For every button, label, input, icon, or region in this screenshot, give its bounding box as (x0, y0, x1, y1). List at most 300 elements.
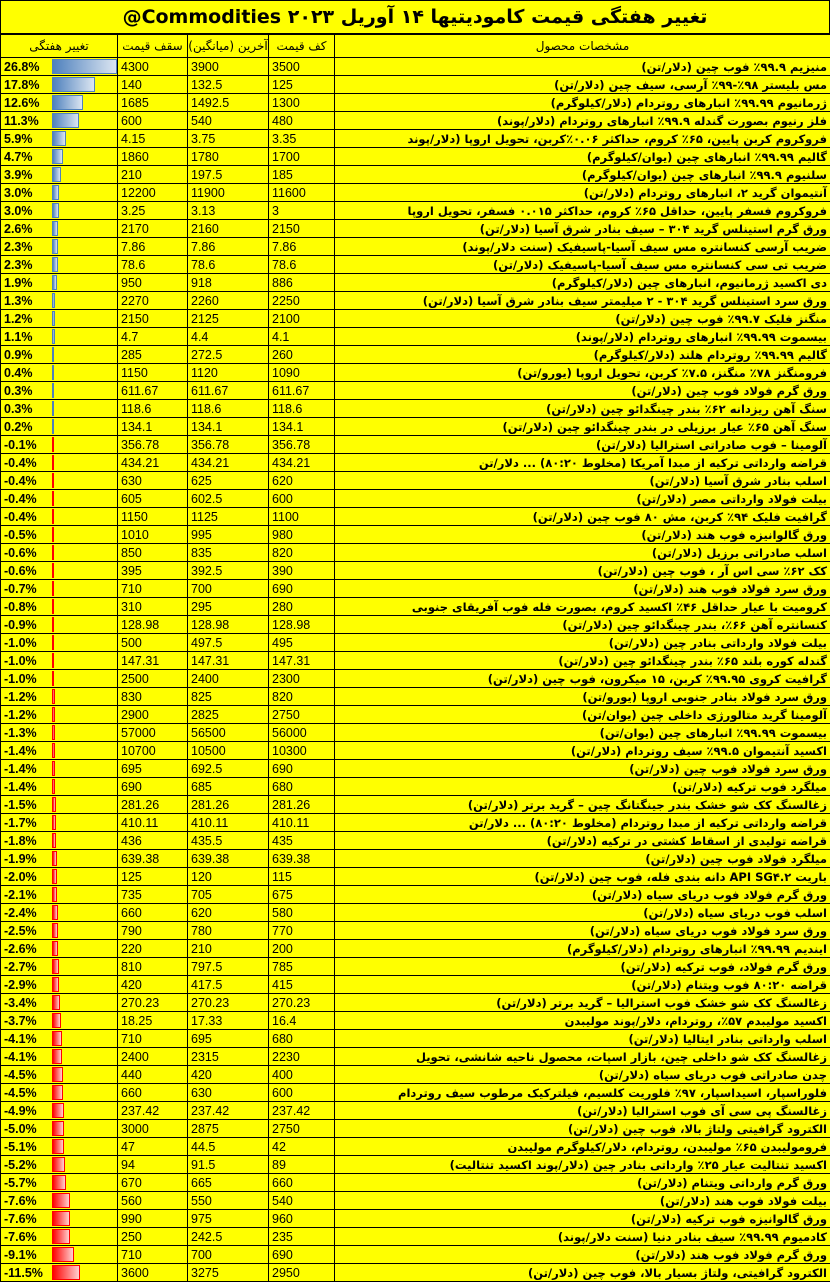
cell-price-ceiling: 57000 (118, 724, 188, 742)
change-bar-positive (52, 131, 66, 146)
change-value: -7.6% (1, 1229, 52, 1245)
cell-product-spec: مس بلیستر ۹۸٪-۹۹٪ آرسی، سیف چین (دلار/تن) (335, 76, 830, 94)
table-row (1, 436, 830, 454)
cell-weekly-change (1, 1012, 118, 1030)
cell-price-floor: 2950 (269, 1264, 335, 1282)
change-bar-track (52, 959, 117, 974)
change-bar-positive (52, 329, 55, 344)
table-row (1, 850, 830, 868)
change-bar-track (52, 563, 117, 578)
change-bar-track (52, 797, 117, 812)
change-bar-negative (52, 653, 54, 668)
change-bar-track (52, 725, 117, 740)
change-bar-negative (52, 455, 54, 470)
change-value: -1.5% (1, 797, 52, 813)
cell-weekly-change (1, 1156, 118, 1174)
cell-price-ceiling: 850 (118, 544, 188, 562)
cell-price-latest: 417.5 (188, 976, 269, 994)
change-bar-track (52, 293, 117, 308)
cell-price-ceiling: 690 (118, 778, 188, 796)
cell-price-latest: 3900 (188, 58, 269, 76)
cell-weekly-change (1, 850, 118, 868)
change-bar-negative (52, 635, 54, 650)
cell-weekly-change (1, 418, 118, 436)
change-value: 4.7% (1, 149, 52, 165)
cell-price-ceiling: 2150 (118, 310, 188, 328)
cell-weekly-change (1, 436, 118, 454)
cell-price-latest: 2875 (188, 1120, 269, 1138)
cell-weekly-change (1, 382, 118, 400)
change-bar-positive (52, 365, 54, 380)
cell-price-floor: 235 (269, 1228, 335, 1246)
cell-price-floor: 690 (269, 580, 335, 598)
cell-product-spec: سنگ آهن ریزدانه ۶۲٪ بندر چینگدائو چین (دلار/تن) (335, 400, 830, 418)
cell-price-latest: 420 (188, 1066, 269, 1084)
cell-weekly-change (1, 922, 118, 940)
cell-product-spec: باریت API SG۴.۲ دانه بندی فله، فوب چین (دلار/تن) (335, 868, 830, 886)
change-value: 0.3% (1, 383, 52, 399)
change-bar-negative (52, 707, 55, 722)
cell-price-floor: 785 (269, 958, 335, 976)
cell-price-latest: 540 (188, 112, 269, 130)
cell-price-ceiling: 237.42 (118, 1102, 188, 1120)
change-bar-track (52, 1229, 117, 1244)
change-value: 26.8% (1, 59, 52, 75)
cell-weekly-change (1, 1120, 118, 1138)
cell-price-ceiling: 3.25 (118, 202, 188, 220)
cell-price-floor: 390 (269, 562, 335, 580)
change-value: -1.0% (1, 635, 52, 651)
cell-product-spec: بیسموت ۹۹.۹۹٪ انبارهای روتردام (دلار/پوند) (335, 328, 830, 346)
table-row (1, 310, 830, 328)
cell-price-latest: 132.5 (188, 76, 269, 94)
table-row (1, 292, 830, 310)
cell-price-latest: 835 (188, 544, 269, 562)
cell-price-latest: 356.78 (188, 436, 269, 454)
cell-product-spec: گرافیت کروی ۹۹.۹۵٪ کربن، ۱۵ میکرون، فوب چین (دلار/تن) (335, 670, 830, 688)
change-bar-track (52, 131, 117, 146)
header-price-latest-average: آخرین (میانگین) (188, 35, 269, 58)
cell-weekly-change (1, 544, 118, 562)
change-value: -0.6% (1, 545, 52, 561)
cell-price-ceiling: 12200 (118, 184, 188, 202)
cell-price-ceiling: 600 (118, 112, 188, 130)
change-value: -2.7% (1, 959, 52, 975)
cell-product-spec: سلنیوم ۹۹.۹٪ انبارهای چین (یوان/کیلوگرم) (335, 166, 830, 184)
change-value: 1.2% (1, 311, 52, 327)
cell-weekly-change (1, 364, 118, 382)
table-row (1, 184, 830, 202)
cell-price-ceiling: 810 (118, 958, 188, 976)
cell-product-spec: فروکروم کربن پایین، ۶۵٪ کروم، حداکثر ۰.۰۶٪کربن، تحویل اروپا (دلار/پوند (335, 130, 830, 148)
cell-price-latest: 3.75 (188, 130, 269, 148)
change-bar-track (52, 383, 117, 398)
cell-weekly-change (1, 94, 118, 112)
change-bar-negative (52, 761, 55, 776)
table-row (1, 832, 830, 850)
table-row (1, 1102, 830, 1120)
cell-price-floor: 2300 (269, 670, 335, 688)
change-bar-track (52, 347, 117, 362)
cell-price-ceiling: 710 (118, 1246, 188, 1264)
cell-price-ceiling: 630 (118, 472, 188, 490)
change-bar-track (52, 995, 117, 1010)
cell-price-latest: 270.23 (188, 994, 269, 1012)
change-bar-track (52, 1193, 117, 1208)
cell-product-spec: زغالسنگ کک شو خشک فوب استرالیا – گرید برتر (دلار/تن) (335, 994, 830, 1012)
cell-price-floor: 185 (269, 166, 335, 184)
cell-price-ceiling: 3000 (118, 1120, 188, 1138)
cell-price-ceiling: 710 (118, 580, 188, 598)
change-bar-track (52, 473, 117, 488)
cell-price-latest: 210 (188, 940, 269, 958)
cell-price-floor: 690 (269, 1246, 335, 1264)
change-value: -1.4% (1, 779, 52, 795)
change-bar-track (52, 617, 117, 632)
change-value: -4.5% (1, 1085, 52, 1101)
cell-price-latest: 10500 (188, 742, 269, 760)
cell-weekly-change (1, 1264, 118, 1282)
cell-price-floor: 89 (269, 1156, 335, 1174)
cell-price-ceiling: 78.6 (118, 256, 188, 274)
cell-price-floor: 280 (269, 598, 335, 616)
cell-price-latest: 497.5 (188, 634, 269, 652)
cell-price-latest: 78.6 (188, 256, 269, 274)
cell-weekly-change (1, 310, 118, 328)
cell-price-latest: 1492.5 (188, 94, 269, 112)
change-bar-track (52, 1211, 117, 1226)
cell-price-latest: 11900 (188, 184, 269, 202)
change-value: -5.7% (1, 1175, 52, 1191)
cell-price-floor: 237.42 (269, 1102, 335, 1120)
cell-price-latest: 147.31 (188, 652, 269, 670)
table-row (1, 130, 830, 148)
table-row (1, 778, 830, 796)
cell-weekly-change (1, 508, 118, 526)
cell-product-spec: الکترود گرافیتی، ولتاژ بسیار بالا، فوب چین (دلار/تن) (335, 1264, 830, 1282)
change-bar-track (52, 977, 117, 992)
change-value: -1.2% (1, 689, 52, 705)
cell-price-latest: 1125 (188, 508, 269, 526)
table-row (1, 382, 830, 400)
change-value: -0.4% (1, 491, 52, 507)
cell-price-ceiling: 790 (118, 922, 188, 940)
change-bar-positive (52, 77, 95, 92)
cell-weekly-change (1, 598, 118, 616)
change-value: 3.0% (1, 185, 52, 201)
cell-product-spec: فرومولیبدن ۶۵٪ مولیبدن، روتردام، دلار/کیلوگرم مولیبدن (335, 1138, 830, 1156)
cell-weekly-change (1, 526, 118, 544)
cell-weekly-change (1, 778, 118, 796)
cell-price-latest: 118.6 (188, 400, 269, 418)
change-bar-track (52, 509, 117, 524)
cell-price-floor: 200 (269, 940, 335, 958)
cell-price-floor: 770 (269, 922, 335, 940)
cell-price-latest: 7.86 (188, 238, 269, 256)
change-bar-negative (52, 887, 57, 902)
cell-weekly-change (1, 688, 118, 706)
cell-price-latest: 434.21 (188, 454, 269, 472)
cell-weekly-change (1, 1066, 118, 1084)
cell-price-ceiling: 94 (118, 1156, 188, 1174)
cell-product-spec: منگنز فلیک ۹۹.۷٪ فوب چین (دلار/تن) (335, 310, 830, 328)
change-value: -2.1% (1, 887, 52, 903)
cell-price-ceiling: 560 (118, 1192, 188, 1210)
change-value: 12.6% (1, 95, 52, 111)
change-bar-track (52, 1085, 117, 1100)
cell-price-floor: 260 (269, 346, 335, 364)
cell-price-ceiling: 128.98 (118, 616, 188, 634)
cell-price-ceiling: 1685 (118, 94, 188, 112)
cell-price-latest: 2400 (188, 670, 269, 688)
cell-weekly-change (1, 634, 118, 652)
cell-price-ceiling: 210 (118, 166, 188, 184)
change-bar-track (52, 707, 117, 722)
change-bar-negative (52, 1265, 80, 1280)
cell-price-ceiling: 2170 (118, 220, 188, 238)
cell-weekly-change (1, 112, 118, 130)
cell-price-ceiling: 125 (118, 868, 188, 886)
cell-product-spec: کادمیوم ۹۹.۹۹٪ سیف بنادر دنیا (سنت دلار/پوند) (335, 1228, 830, 1246)
table-row (1, 868, 830, 886)
change-bar-negative (52, 581, 54, 596)
change-bar-negative (52, 959, 59, 974)
cell-product-spec: سنگ آهن ۶۵٪ عیار برزیلی در بندر چینگدائو چین (دلار/تن) (335, 418, 830, 436)
cell-price-latest: 1780 (188, 148, 269, 166)
cell-price-ceiling: 1150 (118, 508, 188, 526)
table-row (1, 886, 830, 904)
change-bar-track (52, 869, 117, 884)
cell-price-floor: 134.1 (269, 418, 335, 436)
cell-product-spec: ورق سرد فولاد فوب چین (دلار/تن) (335, 760, 830, 778)
cell-price-floor: 639.38 (269, 850, 335, 868)
cell-weekly-change (1, 760, 118, 778)
cell-price-floor: 600 (269, 490, 335, 508)
cell-price-floor: 3.35 (269, 130, 335, 148)
cell-weekly-change (1, 202, 118, 220)
table-row (1, 1264, 830, 1282)
cell-price-floor: 410.11 (269, 814, 335, 832)
table-row (1, 1192, 830, 1210)
cell-product-spec: دی اکسید ژرمانیوم، انبارهای چین (دلار/کیلوگرم) (335, 274, 830, 292)
change-bar-track (52, 311, 117, 326)
change-bar-negative (52, 1103, 64, 1118)
change-bar-track (52, 923, 117, 938)
change-value: -2.0% (1, 869, 52, 885)
change-bar-track (52, 95, 117, 110)
change-value: -1.0% (1, 653, 52, 669)
table-row (1, 544, 830, 562)
cell-weekly-change (1, 580, 118, 598)
change-bar-negative (52, 545, 54, 560)
cell-price-latest: 2315 (188, 1048, 269, 1066)
change-bar-negative (52, 1193, 70, 1208)
table-row (1, 1210, 830, 1228)
change-bar-negative (52, 977, 59, 992)
change-value: 11.3% (1, 113, 52, 129)
cell-product-spec: ورق گرم فولاد فوب دریای سیاه (دلار/تن) (335, 886, 830, 904)
cell-price-floor: 42 (269, 1138, 335, 1156)
change-bar-positive (52, 221, 58, 236)
change-value: -0.4% (1, 473, 52, 489)
change-bar-track (52, 1031, 117, 1046)
table-row (1, 1084, 830, 1102)
change-bar-negative (52, 563, 54, 578)
change-bar-track (52, 365, 117, 380)
change-bar-track (52, 419, 117, 434)
cell-price-latest: 625 (188, 472, 269, 490)
cell-price-ceiling: 1150 (118, 364, 188, 382)
change-value: -5.2% (1, 1157, 52, 1173)
cell-price-latest: 272.5 (188, 346, 269, 364)
cell-price-latest: 120 (188, 868, 269, 886)
table-row (1, 112, 830, 130)
change-bar-track (52, 581, 117, 596)
cell-price-latest: 825 (188, 688, 269, 706)
header-product-spec: مشخصات محصول (335, 35, 830, 58)
table-row (1, 1174, 830, 1192)
cell-product-spec: قراضه وارداتی ترکیه از مبدا روتردام (مخلوط ۸۰:۲۰) ... دلار/تن (335, 814, 830, 832)
table-row (1, 742, 830, 760)
table-row (1, 652, 830, 670)
cell-price-floor: 435 (269, 832, 335, 850)
cell-price-ceiling: 147.31 (118, 652, 188, 670)
cell-price-ceiling: 270.23 (118, 994, 188, 1012)
cell-price-ceiling: 2900 (118, 706, 188, 724)
cell-weekly-change (1, 940, 118, 958)
cell-product-spec: آلومینا گرید متالورژی داخلی چین (یوان/تن) (335, 706, 830, 724)
table-row (1, 706, 830, 724)
change-bar-positive (52, 95, 83, 110)
change-value: -1.3% (1, 725, 52, 741)
cell-price-floor: 1700 (269, 148, 335, 166)
change-bar-track (52, 455, 117, 470)
cell-product-spec: اسلب صادراتی برزیل (دلار/تن) (335, 544, 830, 562)
cell-price-floor: 480 (269, 112, 335, 130)
cell-price-ceiling: 1860 (118, 148, 188, 166)
change-value: -11.5% (1, 1265, 52, 1281)
cell-price-floor: 11600 (269, 184, 335, 202)
cell-price-latest: 17.33 (188, 1012, 269, 1030)
table-row (1, 274, 830, 292)
cell-price-latest: 918 (188, 274, 269, 292)
cell-weekly-change (1, 868, 118, 886)
cell-weekly-change (1, 706, 118, 724)
cell-weekly-change (1, 472, 118, 490)
cell-price-ceiling: 2270 (118, 292, 188, 310)
table-row (1, 148, 830, 166)
table-row (1, 958, 830, 976)
table-row (1, 688, 830, 706)
cell-price-floor: 56000 (269, 724, 335, 742)
change-bar-track (52, 671, 117, 686)
change-bar-track (52, 203, 117, 218)
cell-weekly-change (1, 724, 118, 742)
cell-price-floor: 2150 (269, 220, 335, 238)
table-row (1, 76, 830, 94)
change-value: -0.4% (1, 455, 52, 471)
table-row (1, 598, 830, 616)
table-row (1, 94, 830, 112)
cell-price-floor: 820 (269, 688, 335, 706)
change-bar-track (52, 113, 117, 128)
cell-price-floor: 820 (269, 544, 335, 562)
change-value: -0.9% (1, 617, 52, 633)
cell-weekly-change (1, 1084, 118, 1102)
table-row (1, 400, 830, 418)
cell-product-spec: ورق گرم فولاد، فوب ترکیه (دلار/تن) (335, 958, 830, 976)
cell-product-spec: ورق گرم فولاد فوب چین (دلار/تن) (335, 382, 830, 400)
cell-price-ceiling: 134.1 (118, 418, 188, 436)
table-row (1, 472, 830, 490)
cell-price-ceiling: 436 (118, 832, 188, 850)
cell-price-ceiling: 660 (118, 1084, 188, 1102)
cell-price-latest: 392.5 (188, 562, 269, 580)
cell-weekly-change (1, 274, 118, 292)
table-row (1, 364, 830, 382)
change-value: -1.8% (1, 833, 52, 849)
change-bar-track (52, 1157, 117, 1172)
cell-product-spec: اکسید تنتالیت عیار ۲۵٪ وارداتی بنادر چین (دلار/پوند اکسید تنتالیت) (335, 1156, 830, 1174)
cell-price-latest: 780 (188, 922, 269, 940)
change-value: -9.1% (1, 1247, 52, 1263)
change-bar-negative (52, 1229, 70, 1244)
cell-price-ceiling: 1010 (118, 526, 188, 544)
cell-product-spec: ورق گالوانیزه فوب هند (دلار/تن) (335, 526, 830, 544)
change-value: -2.6% (1, 941, 52, 957)
change-value: -7.6% (1, 1211, 52, 1227)
change-value: -3.7% (1, 1013, 52, 1029)
cell-price-floor: 2750 (269, 1120, 335, 1138)
change-value: -0.1% (1, 437, 52, 453)
cell-price-latest: 692.5 (188, 760, 269, 778)
table-row (1, 220, 830, 238)
cell-weekly-change (1, 454, 118, 472)
table-row (1, 922, 830, 940)
change-bar-negative (52, 1085, 63, 1100)
change-bar-negative (52, 941, 58, 956)
change-value: -1.9% (1, 851, 52, 867)
cell-price-ceiling: 695 (118, 760, 188, 778)
change-bar-track (52, 1265, 117, 1280)
change-value: -2.4% (1, 905, 52, 921)
table-row (1, 1120, 830, 1138)
change-value: -2.5% (1, 923, 52, 939)
cell-price-latest: 237.42 (188, 1102, 269, 1120)
change-bar-track (52, 527, 117, 542)
cell-product-spec: اکسید آنتیموان ۹۹.۵٪ سیف روتردام (دلار/تن) (335, 742, 830, 760)
cell-product-spec: الکترود گرافیتی ولتاژ بالا، فوب چین (دلار/تن) (335, 1120, 830, 1138)
cell-price-floor: 675 (269, 886, 335, 904)
cell-price-ceiling: 670 (118, 1174, 188, 1192)
cell-price-latest: 242.5 (188, 1228, 269, 1246)
table-row (1, 1228, 830, 1246)
change-bar-negative (52, 509, 54, 524)
cell-price-floor: 980 (269, 526, 335, 544)
cell-price-floor: 886 (269, 274, 335, 292)
cell-price-ceiling: 7.86 (118, 238, 188, 256)
cell-price-latest: 2825 (188, 706, 269, 724)
cell-price-floor: 270.23 (269, 994, 335, 1012)
change-bar-track (52, 77, 117, 92)
cell-weekly-change (1, 994, 118, 1012)
cell-product-spec: قراضه تولیدی از اسقاط کشتی در ترکیه (دلار/تن) (335, 832, 830, 850)
change-bar-positive (52, 113, 79, 128)
change-value: 0.2% (1, 419, 52, 435)
change-value: -0.6% (1, 563, 52, 579)
cell-price-ceiling: 356.78 (118, 436, 188, 454)
cell-price-latest: 4.4 (188, 328, 269, 346)
